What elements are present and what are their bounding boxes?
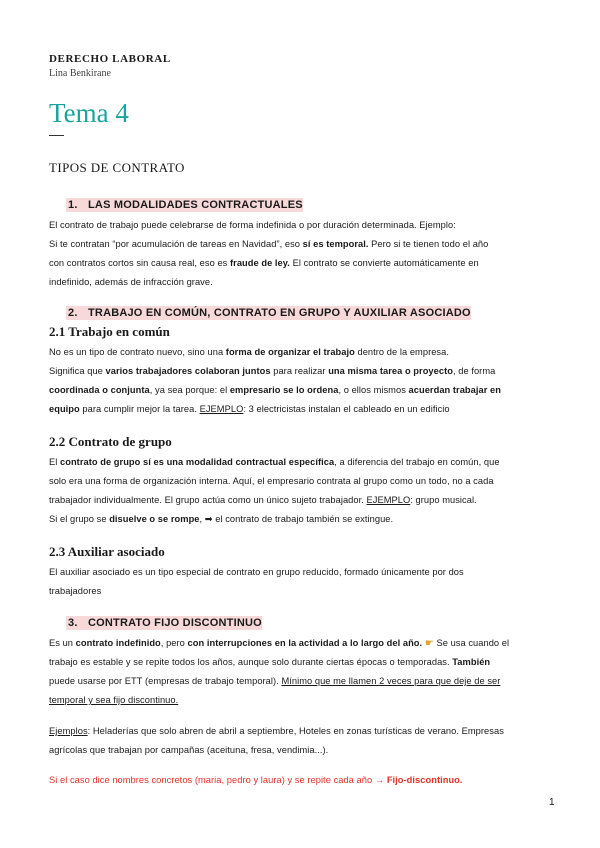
red-note: Si el caso dice nombres concretos (maria, pedro y laura) y se repite cada año → Fijo-discontinuo. bbox=[49, 775, 463, 785]
paragraph-line: Es un contrato indefinido, pero con interrupciones en la actividad a lo largo del año. ☛ Se usa cuando el bbox=[49, 634, 559, 653]
paragraph-line: El auxiliar asociado es un tipo especial de contrato en grupo reducido, formado únicamente por dos bbox=[49, 567, 464, 577]
paragraph-line: trabajador individualmente. El grupo actúa como un único sujeto trabajador. EJEMPLO: grupo musical. bbox=[49, 495, 477, 505]
heading-fijo-discontinuo: 3. CONTRATO FIJO DISCONTINUO bbox=[68, 617, 262, 629]
pointing-hand-icon: ☛ bbox=[424, 638, 434, 649]
page-title: Tema 4 bbox=[49, 98, 129, 128]
heading-modalidades: 1. LAS MODALIDADES CONTRACTUALES bbox=[68, 199, 303, 211]
paragraph-line: trabajo es estable y se repite todos los años, aunque solo durante ciertas épocas o temporadas. También bbox=[49, 657, 491, 667]
paragraph-line: Ejemplos: Heladerías que solo abren de abril a septiembre, Hoteles en zonas turísticas de verano. Empresas bbox=[49, 726, 504, 736]
paragraph-line: equipo para cumplir mejor la tarea. EJEMPLO: 3 electricistas instalan el cableado en un edificio bbox=[49, 404, 450, 414]
paragraph-line: Significa que varios trabajadores colaboran juntos para realizar una misma tarea o proyecto, de forma bbox=[49, 366, 496, 376]
paragraph-line: solo era una forma de organización interna. Aquí, el empresario contrata al grupo como un todo, no a cada bbox=[49, 476, 494, 486]
heading-trabajo-comun: 2. TRABAJO EN COMÚN, CONTRATO EN GRUPO Y AUXILIAR ASOCIADO bbox=[68, 307, 471, 319]
title-divider bbox=[49, 135, 64, 136]
paragraph-line: temporal y sea fijo discontinuo. bbox=[49, 695, 179, 705]
paragraph-line: indefinido, además de infracción grave. bbox=[49, 277, 213, 287]
subheading-trabajo-comun: 2.1 Trabajo en común bbox=[49, 324, 170, 339]
subheading-auxiliar-asociado: 2.3 Auxiliar asociado bbox=[49, 544, 165, 559]
paragraph-line: El contrato de trabajo puede celebrarse de forma indefinida o por duración determinada. Ejemplo: bbox=[49, 220, 456, 230]
paragraph-line: agrícolas que trabajan por campañas (aceituna, fresa, vendimia...). bbox=[49, 745, 329, 755]
paragraph-line: El contrato de grupo sí es una modalidad contractual específica, a diferencia del trabajo en común, que bbox=[49, 457, 500, 467]
paragraph-line: trabajadores bbox=[49, 586, 102, 596]
paragraph-line: Si el grupo se disuelve o se rompe, ➡ el contrato de trabajo también se extingue. bbox=[49, 514, 394, 524]
paragraph-line: No es un tipo de contrato nuevo, sino una forma de organizar el trabajo dentro de la empresa. bbox=[49, 347, 449, 357]
paragraph-line: con contratos cortos sin causa real, eso es fraude de ley. El contrato se convierte automáticamente en bbox=[49, 258, 479, 268]
paragraph-line: Si te contratan “por acumulación de tareas en Navidad”, eso sí es temporal. Pero si te tienen todo el año bbox=[49, 239, 489, 249]
subject-header: DERECHO LABORAL bbox=[49, 53, 171, 65]
paragraph-line: coordinada o conjunta, ya sea porque: el empresario se lo ordena, o ellos mismos acuerdan trabajar en bbox=[49, 385, 501, 395]
subheading-contrato-grupo: 2.2 Contrato de grupo bbox=[49, 434, 172, 449]
page-number: 1 bbox=[549, 797, 555, 808]
section-title: TIPOS DE CONTRATO bbox=[49, 160, 185, 175]
paragraph-line: puede usarse por ETT (empresas de trabajo temporal). Mínimo que me llamen 2 veces para que deje de ser bbox=[49, 676, 501, 686]
author-name: Lina Benkirane bbox=[49, 68, 111, 79]
